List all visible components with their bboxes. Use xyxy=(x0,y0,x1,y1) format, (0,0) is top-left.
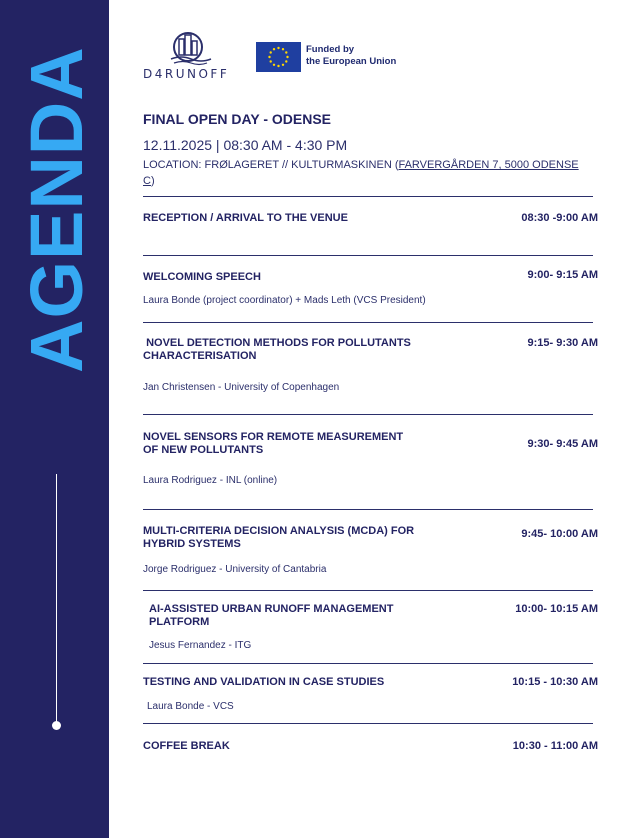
session-speaker: Jesus Fernandez - ITG xyxy=(149,640,252,651)
session-time: 08:30 -9:00 AM xyxy=(521,212,598,224)
eu-line-1: Funded by xyxy=(306,44,355,55)
divider xyxy=(143,509,593,510)
session-time: 9:30- 9:45 AM xyxy=(527,438,598,450)
session-title: COFFEE BREAK xyxy=(143,740,230,752)
sidebar xyxy=(0,0,109,838)
session-title: NOVEL DETECTION METHODS FOR POLLUTANTS CHARACTERISATION xyxy=(143,337,414,362)
session-title: TESTING AND VALIDATION IN CASE STUDIES xyxy=(143,676,385,688)
session-time: 9:00- 9:15 AM xyxy=(527,269,598,281)
event-date: 12.11.2025 | 08:30 AM - 4:30 PM xyxy=(143,137,348,153)
session-time: 10:30 - 11:00 AM xyxy=(512,740,598,752)
divider xyxy=(143,723,593,724)
divider xyxy=(143,414,593,415)
timeline-dot xyxy=(52,721,61,730)
divider xyxy=(143,663,593,664)
eu-funding-text xyxy=(306,44,396,68)
session-title: NOVEL SENSORS FOR REMOTE MEASUREMENT OF NEW POLLUTANTS xyxy=(143,431,404,456)
divider xyxy=(143,196,593,197)
session-title: AI-ASSISTED URBAN RUNOFF MANAGEMENT PLATFORM xyxy=(149,603,394,628)
session-title: WELCOMING SPEECH xyxy=(143,271,261,283)
session-time: 9:15- 9:30 AM xyxy=(527,337,598,349)
session-speaker: Laura Bonde (project coordinator) + Mads Leth (VCS President) xyxy=(143,295,426,306)
session-speaker: Laura Rodriguez - INL (online) xyxy=(143,475,278,486)
logo-text: D4RUNOFF xyxy=(143,67,230,81)
location-address-link[interactable]: FARVERGÅRDEN 7, 5000 ODENSE C xyxy=(143,159,579,187)
divider xyxy=(143,590,593,591)
divider xyxy=(143,255,593,256)
location-prefix: LOCATION: FRØLAGERET // KULTURMASKINEN ( xyxy=(143,159,399,171)
agenda-title: AGENDA xyxy=(15,46,98,373)
location-suffix: ) xyxy=(150,175,155,187)
session-time: 10:15 - 10:30 AM xyxy=(512,676,598,688)
eu-flag-icon xyxy=(256,42,301,72)
session-time: 10:00- 10:15 AM xyxy=(515,603,598,615)
session-title: MULTI-CRITERIA DECISION ANALYSIS (MCDA) FOR HYBRID SYSTEMS xyxy=(143,525,415,550)
session-speaker: Jan Christensen - University of Copenhagen xyxy=(143,382,340,393)
timeline-line xyxy=(56,474,57,725)
event-title: FINAL OPEN DAY - ODENSE xyxy=(143,111,332,127)
eu-line-2: the European Union xyxy=(306,56,397,67)
session-speaker: Laura Bonde - VCS xyxy=(147,701,234,712)
divider xyxy=(143,322,593,323)
session-time: 9:45- 10:00 AM xyxy=(521,528,598,540)
session-title: RECEPTION / ARRIVAL TO THE VENUE xyxy=(143,212,348,224)
session-speaker: Jorge Rodriguez - University of Cantabria xyxy=(143,564,327,575)
event-location xyxy=(143,157,583,189)
